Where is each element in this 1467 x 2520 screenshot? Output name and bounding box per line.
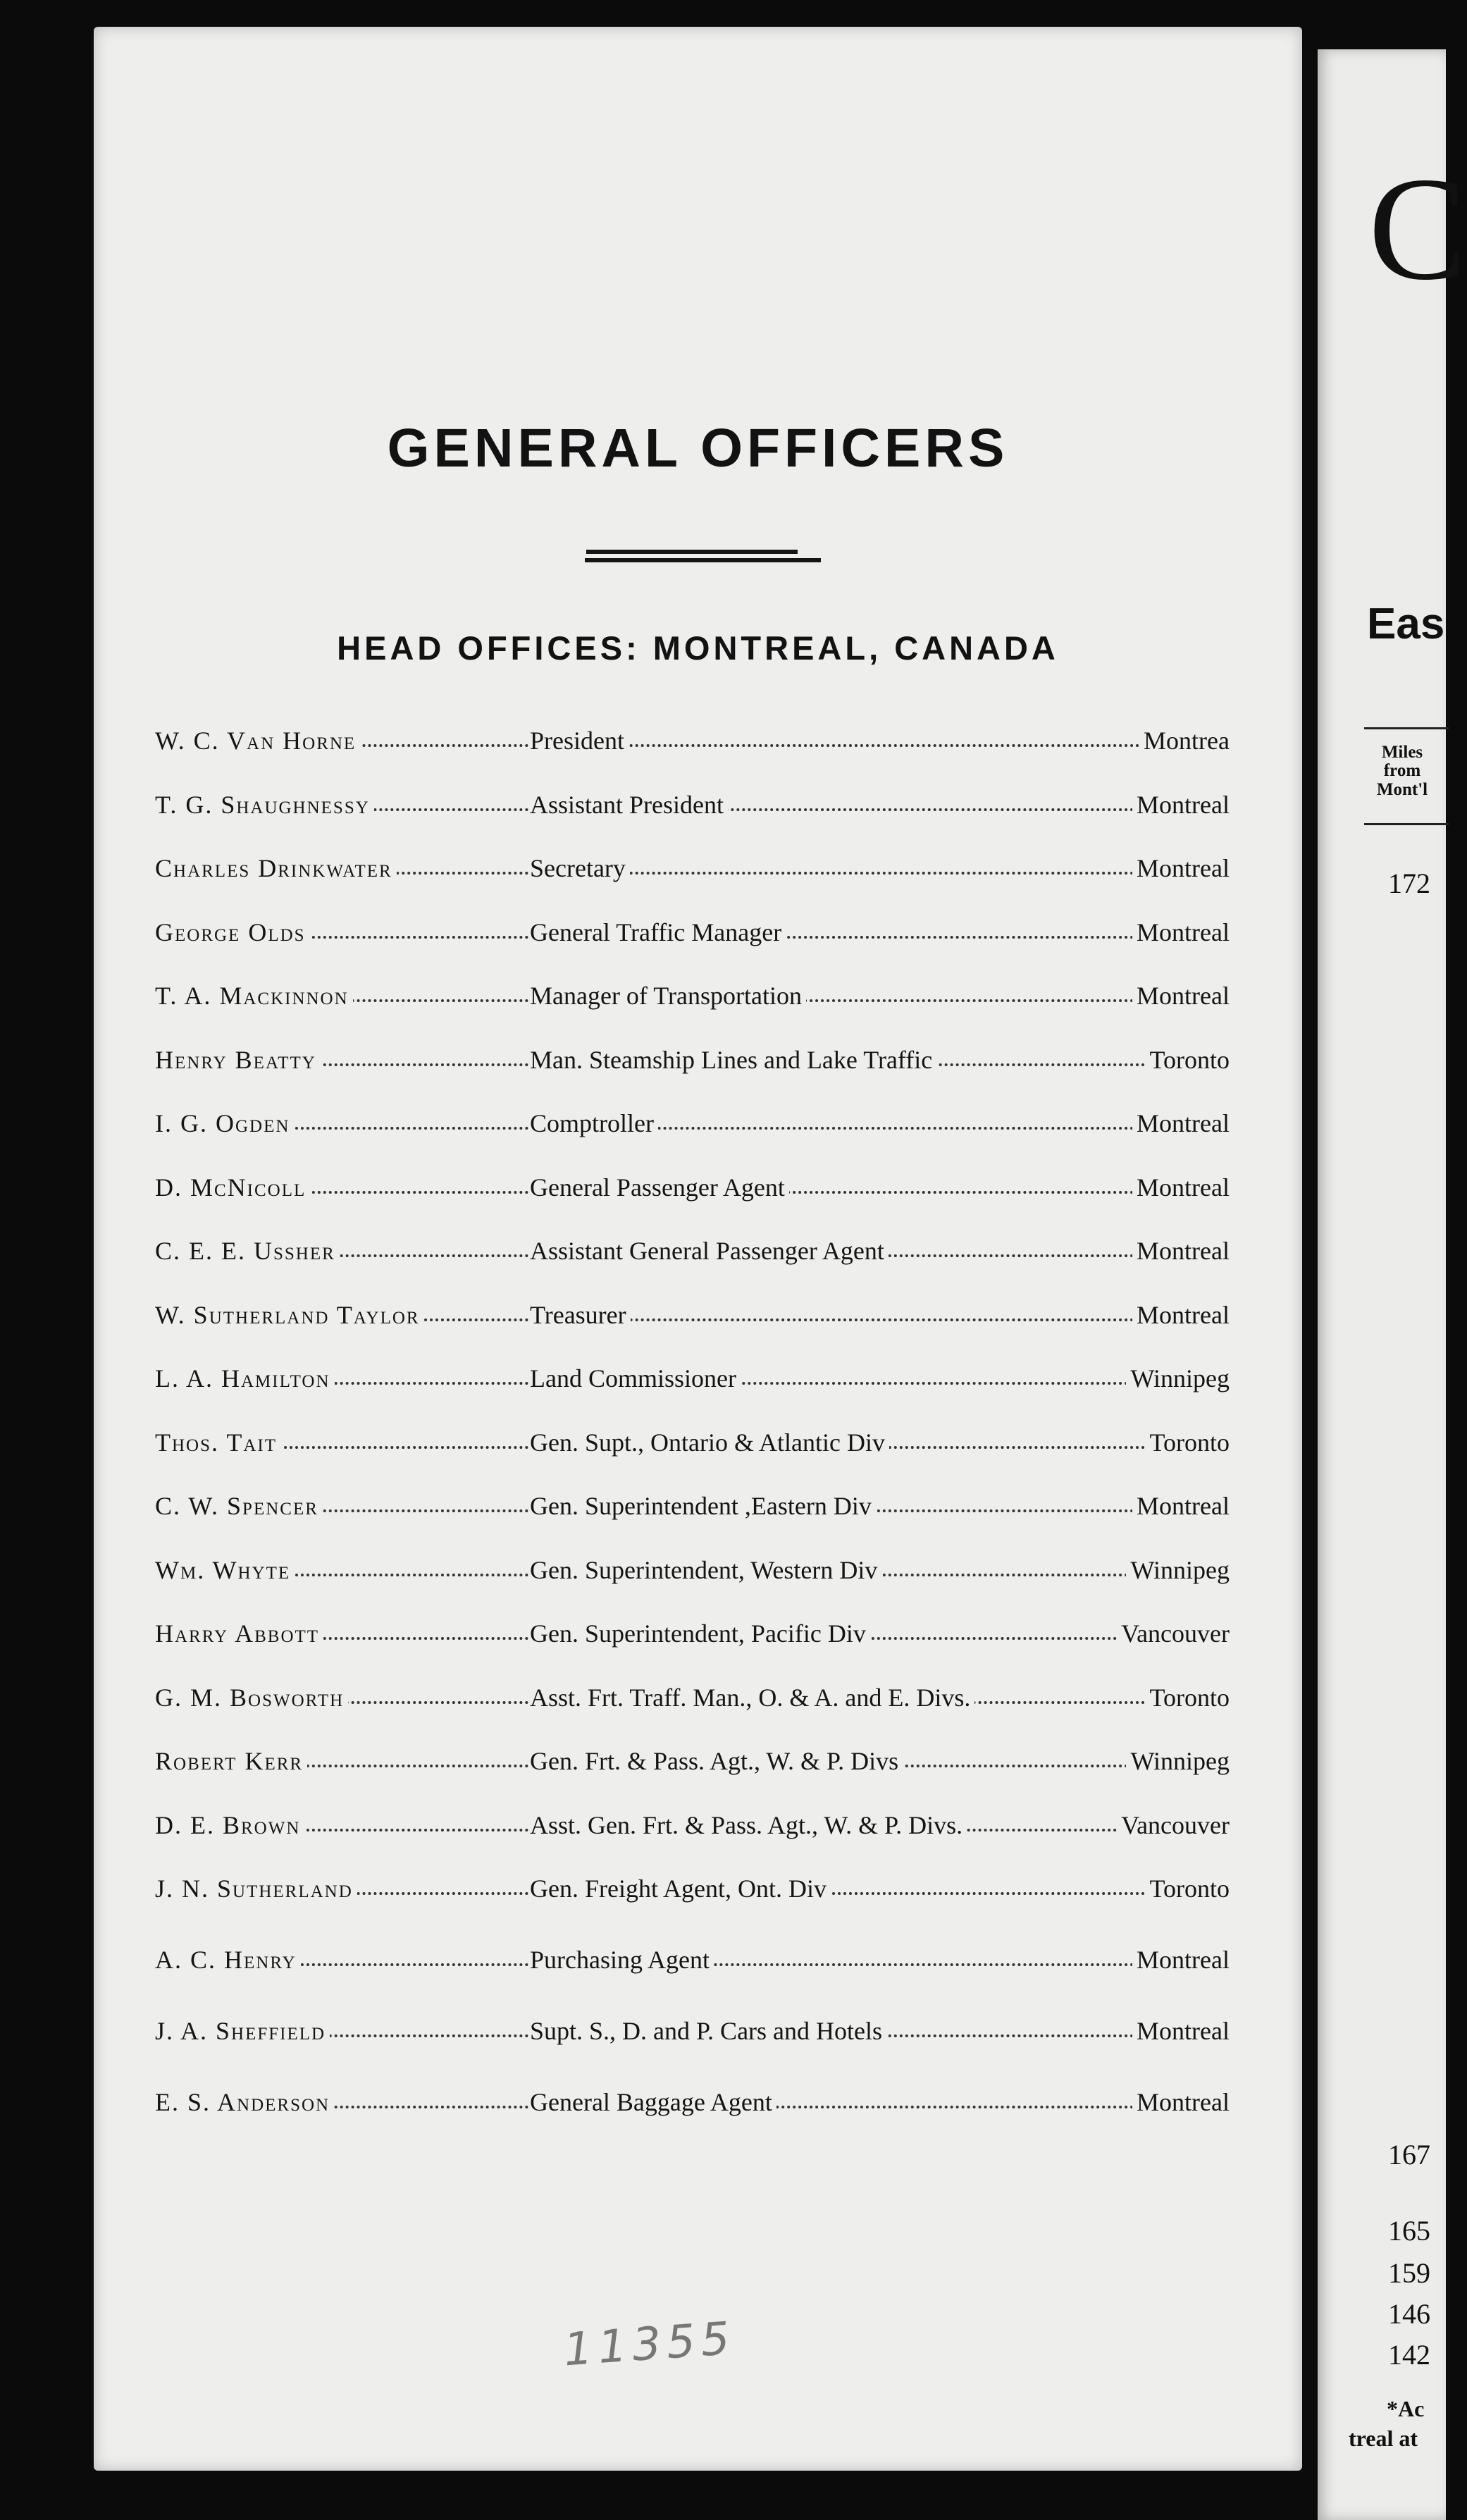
dot-leader [528,872,1230,875]
officer-title: Gen. Superintendent, Pacific Div [528,1619,870,1648]
officer-city: Montrea [1139,726,1230,755]
officer-title: Gen. Freight Agent, Ont. Div [528,1874,831,1903]
officer-row [155,1810,1230,1853]
facing-page-mileage: 172 [1388,867,1430,899]
officer-city: Toronto [1146,1874,1230,1903]
officer-row [155,726,1230,768]
officer-name: W. C. Van Horne [155,726,360,755]
officer-city: Montreal [1132,918,1230,947]
facing-page-footnote: treal at [1349,2426,1418,2451]
officer-title: General Passenger Agent [528,1173,789,1202]
officer-row [155,1300,1230,1342]
officer-title: Manager of Transportation [528,981,806,1011]
officer-name: Wm. Whyte [155,1555,295,1585]
officer-title: Man. Steamship Lines and Lake Traffic [528,1045,936,1075]
officer-row [155,1428,1230,1470]
dot-leader [528,744,1230,747]
officer-row [155,853,1230,896]
officer-title: Asst. Gen. Frt. & Pass. Agt., W. & P. Divs. [528,1810,967,1840]
officer-name: A. C. Henry [155,1945,301,1975]
officer-name: J. A. Sheffield [155,2016,330,2046]
officer-title: Gen. Supt., Ontario & Atlantic Div [528,1428,889,1457]
facing-page-miles-header: Miles from Mont'l [1376,743,1428,799]
officer-title: Gen. Frt. & Pass. Agt., W. & P. Divs [528,1746,903,1776]
facing-page-letter: C [1368,147,1467,311]
officer-row [155,2087,1230,2130]
officer-city: Montreal [1132,1300,1230,1330]
facing-page-mileage: 142 [1388,2339,1430,2371]
officer-row [155,1173,1230,1215]
officer-name: Thos. Tait [155,1428,281,1457]
facing-page-mileage: 167 [1388,2139,1430,2170]
facing-page-mileage: 165 [1388,2215,1430,2247]
officer-city: Montreal [1132,981,1230,1011]
officer-title: Purchasing Agent [528,1945,714,1975]
officer-name: L. A. Hamilton [155,1364,335,1393]
officer-title: Treasurer [528,1300,631,1330]
officer-city: Winnipeg [1126,1555,1230,1585]
officer-title: Assistant General Passenger Agent [528,1236,889,1266]
officer-city: Montreal [1132,2016,1230,2046]
officer-title: Comptroller [528,1108,658,1138]
officer-name: Charles Drinkwater [155,853,397,883]
officer-name: D. McNicoll [155,1173,310,1202]
facing-page [1318,49,1467,2520]
officer-city: Montreal [1132,853,1230,883]
officer-row [155,1945,1230,1987]
officer-row [155,1746,1230,1789]
officer-name: C. E. E. Ussher [155,1236,340,1266]
title-double-rule [585,550,821,562]
pencil-annotation: 11355 [562,2312,737,2377]
officer-row [155,1874,1230,1916]
officer-city: Toronto [1146,1045,1230,1075]
officer-title: General Baggage Agent [528,2087,776,2117]
dot-leader [528,1318,1230,1321]
officer-name: Harry Abbott [155,1619,323,1648]
officer-name: W. Sutherland Taylor [155,1300,424,1330]
officer-name: George Olds [155,918,310,947]
officer-name: T. G. Shaughnessy [155,790,374,820]
page-title: GENERAL OFFICERS [387,418,1009,478]
officer-city: Montreal [1132,1236,1230,1266]
officer-row [155,981,1230,1023]
facing-page-heading: Eas [1367,600,1445,648]
officer-title: Supt. S., D. and P. Cars and Hotels [528,2016,886,2046]
facing-page-mileage: 146 [1388,2298,1430,2330]
officer-title: Secretary [528,853,630,883]
officer-title: Assistant President [528,790,728,820]
officer-city: Toronto [1146,1428,1230,1457]
officer-name: Robert Kerr [155,1746,307,1776]
officer-city: Montreal [1132,790,1230,820]
officer-row [155,1619,1230,1661]
officer-title: President [528,726,629,755]
officer-city: Vancouver [1117,1619,1230,1648]
officer-city: Vancouver [1117,1810,1230,1840]
officer-title: General Traffic Manager [528,918,786,947]
officer-title: Asst. Frt. Traff. Man., O. & A. and E. Divs. [528,1683,974,1712]
officer-name: J. N. Sutherland [155,1874,357,1903]
page-subtitle: HEAD OFFICES: MONTREAL, CANADA [337,629,1059,667]
officer-name: T. A. Mackinnon [155,981,353,1011]
officer-city: Montreal [1132,1173,1230,1202]
officer-name: G. M. Bosworth [155,1683,348,1712]
officer-name: D. E. Brown [155,1810,304,1840]
officer-name: I. G. Ogden [155,1108,294,1138]
officer-row [155,1045,1230,1087]
officer-title: Gen. Superintendent, Western Div [528,1555,881,1585]
officer-name: E. S. Anderson [155,2087,334,2117]
facing-page-rule-bottom [1364,823,1449,825]
officer-name: Henry Beatty [155,1045,321,1075]
officer-row [155,1555,1230,1598]
officer-title: Gen. Superintendent ,Eastern Div [528,1491,876,1521]
officer-city: Montreal [1132,1945,1230,1975]
officer-city: Montreal [1132,1491,1230,1521]
officer-title: Land Commissioner [528,1364,741,1393]
officer-row [155,918,1230,960]
officer-row [155,790,1230,832]
officer-row [155,1236,1230,1278]
officer-row [155,1108,1230,1151]
officer-city: Toronto [1146,1683,1230,1712]
facing-page-footnote: *Ac [1387,2396,1425,2421]
officer-row [155,1364,1230,1406]
officer-row [155,1683,1230,1725]
officer-city: Winnipeg [1126,1364,1230,1393]
officer-row [155,1491,1230,1533]
officer-city: Montreal [1132,1108,1230,1138]
facing-page-mileage: 159 [1388,2257,1430,2289]
officer-name: C. W. Spencer [155,1491,323,1521]
facing-page-rule-top [1364,727,1449,729]
officer-row [155,2016,1230,2058]
officer-city: Montreal [1132,2087,1230,2117]
officer-city: Winnipeg [1126,1746,1230,1776]
